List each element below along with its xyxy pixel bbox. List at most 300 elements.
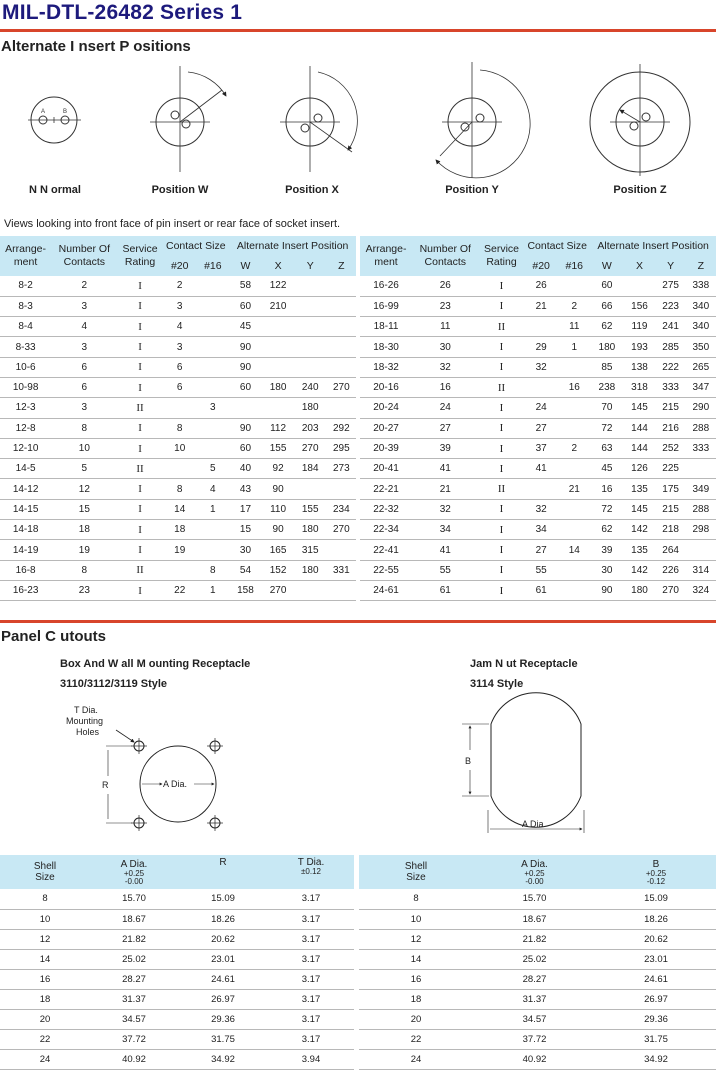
table-cell: 8 bbox=[197, 560, 229, 580]
table-cell: 16-26 bbox=[360, 276, 411, 296]
table-cell: 12-8 bbox=[0, 418, 51, 438]
header-r: R bbox=[178, 855, 268, 889]
table-cell: 20-39 bbox=[360, 438, 411, 458]
table-cell: 8-2 bbox=[0, 276, 51, 296]
table-cell: 27 bbox=[524, 540, 558, 560]
normal-position-diagram bbox=[28, 97, 81, 143]
table-cell: 8 bbox=[51, 418, 117, 438]
table-cell: 12-3 bbox=[0, 398, 51, 418]
table-cell: 18-32 bbox=[360, 357, 411, 377]
table-cell: II bbox=[479, 317, 524, 337]
table-cell: 21 bbox=[558, 479, 590, 499]
table-cell: 60 bbox=[229, 377, 262, 397]
table-cell: 37 bbox=[524, 438, 558, 458]
table-cell: 10-6 bbox=[0, 357, 51, 377]
table-cell: I bbox=[479, 520, 524, 540]
header-z: Z bbox=[686, 256, 716, 276]
table-cell: 16-8 bbox=[0, 560, 51, 580]
table-cell: 23 bbox=[51, 580, 117, 600]
header-size-16: #16 bbox=[197, 256, 229, 276]
table-cell: 112 bbox=[262, 418, 294, 438]
table-cell bbox=[197, 357, 229, 377]
table-cell: 16-23 bbox=[0, 580, 51, 600]
table-cell bbox=[686, 540, 716, 560]
table-cell: 8-4 bbox=[0, 317, 51, 337]
table-cell: 45 bbox=[590, 459, 623, 479]
box-mount-cutout-diagram bbox=[50, 700, 250, 840]
table-cell: 28.27 bbox=[90, 969, 178, 989]
table-cell bbox=[524, 479, 558, 499]
table-cell: I bbox=[117, 377, 162, 397]
table-cell: 180 bbox=[294, 560, 326, 580]
table-cell: 1 bbox=[558, 337, 590, 357]
header-contact-size: Contact Size bbox=[524, 236, 590, 256]
header-x: X bbox=[262, 256, 294, 276]
table-cell: 72 bbox=[590, 499, 623, 519]
table-cell: 22-21 bbox=[360, 479, 411, 499]
table-cell: 63 bbox=[590, 438, 623, 458]
table-cell: 12-10 bbox=[0, 438, 51, 458]
table-cell: 2 bbox=[163, 276, 197, 296]
table-cell: 218 bbox=[656, 520, 686, 540]
table-cell: 20-41 bbox=[360, 459, 411, 479]
table-cell: I bbox=[117, 337, 162, 357]
table-cell: II bbox=[117, 398, 162, 418]
table-cell: 3 bbox=[51, 398, 117, 418]
table-cell: 32 bbox=[412, 499, 479, 519]
table-cell: 32 bbox=[524, 499, 558, 519]
table-cell bbox=[326, 580, 356, 600]
table-cell: 349 bbox=[686, 479, 716, 499]
view-note: Views looking into front face of pin insert or rear face of socket insert. bbox=[4, 218, 341, 230]
table-cell: 32 bbox=[524, 357, 558, 377]
table-cell: 15.09 bbox=[596, 889, 716, 909]
table-cell: 14 bbox=[359, 949, 473, 969]
table-cell: 14-18 bbox=[0, 520, 51, 540]
table-cell bbox=[326, 357, 356, 377]
table-cell: 25.02 bbox=[90, 949, 178, 969]
table-cell: 8 bbox=[163, 418, 197, 438]
table-cell: 39 bbox=[590, 540, 623, 560]
box-mount-shell-body bbox=[0, 889, 354, 1070]
table-cell: 145 bbox=[623, 398, 655, 418]
table-cell: 8 bbox=[0, 889, 90, 909]
header-shell-size: Shell Size bbox=[0, 855, 90, 889]
table-cell: 40.92 bbox=[90, 1050, 178, 1070]
table-cell: 92 bbox=[262, 459, 294, 479]
jam-nut-shell-body bbox=[359, 889, 716, 1070]
table-cell: 8 bbox=[51, 560, 117, 580]
table-row bbox=[0, 296, 716, 316]
table-cell: 155 bbox=[294, 499, 326, 519]
table-cell bbox=[294, 296, 326, 316]
table-cell: 37.72 bbox=[90, 1030, 178, 1050]
table-cell: 3.17 bbox=[268, 989, 354, 1009]
table-cell: 238 bbox=[590, 377, 623, 397]
table-cell: 264 bbox=[656, 540, 686, 560]
table-cell: 12 bbox=[51, 479, 117, 499]
table-cell: 8-33 bbox=[0, 337, 51, 357]
table-cell: 15.09 bbox=[178, 889, 268, 909]
table-row bbox=[0, 337, 716, 357]
table-cell: 21.82 bbox=[473, 929, 596, 949]
table-cell: 119 bbox=[623, 317, 655, 337]
table-row bbox=[0, 989, 354, 1009]
header-rating: Service Rating bbox=[117, 236, 162, 276]
table-cell: 203 bbox=[294, 418, 326, 438]
left-heading-line1: Box And W all M ounting Receptacle bbox=[60, 658, 251, 670]
table-cell: 14-19 bbox=[0, 540, 51, 560]
table-cell: 6 bbox=[51, 357, 117, 377]
table-cell: 90 bbox=[229, 357, 262, 377]
table-cell: 270 bbox=[294, 438, 326, 458]
table-cell bbox=[197, 418, 229, 438]
table-cell: 22-34 bbox=[360, 520, 411, 540]
table-cell: 20 bbox=[359, 1010, 473, 1030]
table-cell bbox=[326, 479, 356, 499]
table-cell bbox=[326, 337, 356, 357]
table-cell: I bbox=[117, 499, 162, 519]
table-cell: 12 bbox=[0, 929, 90, 949]
table-cell: 340 bbox=[686, 317, 716, 337]
table-cell: 347 bbox=[686, 377, 716, 397]
table-cell bbox=[197, 438, 229, 458]
header-size-20: #20 bbox=[524, 256, 558, 276]
table-cell bbox=[163, 398, 197, 418]
header-y: Y bbox=[656, 256, 686, 276]
table-cell: 30 bbox=[412, 337, 479, 357]
table-cell: I bbox=[479, 438, 524, 458]
table-cell: 3.17 bbox=[268, 1030, 354, 1050]
table-cell bbox=[623, 276, 655, 296]
table-cell bbox=[163, 459, 197, 479]
normal-letter-b: B bbox=[63, 109, 68, 115]
table-cell: 31.37 bbox=[90, 989, 178, 1009]
table-cell: I bbox=[479, 418, 524, 438]
header-w: W bbox=[590, 256, 623, 276]
table-row bbox=[0, 889, 354, 909]
table-cell: 3 bbox=[197, 398, 229, 418]
normal-letter-a: A bbox=[41, 109, 46, 115]
header-arrangement: Arrange- ment bbox=[0, 236, 51, 276]
header-alt-position: Alternate Insert Position bbox=[590, 236, 716, 256]
table-cell: I bbox=[479, 337, 524, 357]
table-cell: 8-3 bbox=[0, 296, 51, 316]
table-cell: 270 bbox=[262, 580, 294, 600]
table-cell bbox=[262, 317, 294, 337]
table-cell: 20-16 bbox=[360, 377, 411, 397]
table-row bbox=[0, 1030, 354, 1050]
table-cell: 2 bbox=[558, 438, 590, 458]
table-cell: 180 bbox=[623, 580, 655, 600]
table-cell: 135 bbox=[623, 540, 655, 560]
table-cell: 24.61 bbox=[178, 969, 268, 989]
table-cell: 333 bbox=[656, 377, 686, 397]
table-cell: 144 bbox=[623, 438, 655, 458]
table-cell: 138 bbox=[623, 357, 655, 377]
table-cell: 3.17 bbox=[268, 909, 354, 929]
table-cell: 222 bbox=[656, 357, 686, 377]
table-cell bbox=[197, 296, 229, 316]
table-cell: 18.26 bbox=[178, 909, 268, 929]
arrangement-table-body bbox=[0, 276, 716, 601]
table-cell: 226 bbox=[656, 560, 686, 580]
table-cell: 30 bbox=[229, 540, 262, 560]
header-a-dia: A Dia. +0.25 -0.00 bbox=[90, 855, 178, 889]
table-cell: 145 bbox=[623, 499, 655, 519]
table-cell: 292 bbox=[326, 418, 356, 438]
table-cell: 10 bbox=[0, 909, 90, 929]
table-cell: 22 bbox=[0, 1030, 90, 1050]
table-cell: 6 bbox=[51, 377, 117, 397]
table-cell: 62 bbox=[590, 520, 623, 540]
table-cell: 180 bbox=[590, 337, 623, 357]
table-cell: 29.36 bbox=[178, 1010, 268, 1030]
table-cell: 288 bbox=[686, 499, 716, 519]
position-label-z: Position Z bbox=[613, 184, 667, 196]
table-cell: I bbox=[479, 499, 524, 519]
table-cell: I bbox=[479, 296, 524, 316]
table-cell: 30 bbox=[590, 560, 623, 580]
table-cell: 23 bbox=[412, 296, 479, 316]
table-cell: 37.72 bbox=[473, 1030, 596, 1050]
table-cell: 22 bbox=[359, 1030, 473, 1050]
table-cell: 24 bbox=[524, 398, 558, 418]
table-cell: 3.17 bbox=[268, 1010, 354, 1030]
table-cell: 15 bbox=[51, 499, 117, 519]
table-cell: 29.36 bbox=[596, 1010, 716, 1030]
table-cell: 31.75 bbox=[596, 1030, 716, 1050]
table-cell bbox=[229, 398, 262, 418]
table-cell: 290 bbox=[686, 398, 716, 418]
table-row bbox=[0, 438, 716, 458]
table-cell: 288 bbox=[686, 418, 716, 438]
table-cell: 85 bbox=[590, 357, 623, 377]
table-cell: 41 bbox=[524, 459, 558, 479]
table-cell bbox=[197, 337, 229, 357]
table-cell: 6 bbox=[163, 377, 197, 397]
table-cell bbox=[326, 296, 356, 316]
jam-nut-shell-table bbox=[359, 855, 716, 1070]
table-cell: 142 bbox=[623, 520, 655, 540]
table-cell: 29 bbox=[524, 337, 558, 357]
table-cell bbox=[197, 317, 229, 337]
table-cell: 15.70 bbox=[90, 889, 178, 909]
table-row bbox=[0, 418, 716, 438]
table-row bbox=[0, 377, 716, 397]
table-cell: I bbox=[479, 580, 524, 600]
table-row bbox=[359, 949, 716, 969]
table-cell: 18 bbox=[0, 989, 90, 1009]
table-cell: 275 bbox=[656, 276, 686, 296]
table-cell: 16 bbox=[359, 969, 473, 989]
table-cell bbox=[524, 377, 558, 397]
table-cell: I bbox=[479, 540, 524, 560]
table-cell: 4 bbox=[163, 317, 197, 337]
table-cell: 32 bbox=[412, 357, 479, 377]
table-row bbox=[359, 909, 716, 929]
arrangement-table bbox=[0, 236, 716, 601]
header-w: W bbox=[229, 256, 262, 276]
table-cell bbox=[558, 357, 590, 377]
table-cell: 16 bbox=[0, 969, 90, 989]
table-cell bbox=[197, 520, 229, 540]
page-title: MIL-DTL-26482 Series 1 bbox=[2, 1, 243, 24]
table-row bbox=[359, 989, 716, 1009]
table-cell: 15.70 bbox=[473, 889, 596, 909]
table-cell: 3.17 bbox=[268, 929, 354, 949]
header-shell-size: Shell Size bbox=[359, 855, 473, 889]
table-cell: 26 bbox=[524, 276, 558, 296]
table-cell: I bbox=[479, 398, 524, 418]
header-rating: Service Rating bbox=[479, 236, 524, 276]
table-cell: 122 bbox=[262, 276, 294, 296]
table-cell: 90 bbox=[229, 337, 262, 357]
header-arrangement: Arrange- ment bbox=[360, 236, 411, 276]
table-cell: 41 bbox=[412, 459, 479, 479]
table-cell: 26 bbox=[412, 276, 479, 296]
table-cell bbox=[262, 398, 294, 418]
table-cell: 16-99 bbox=[360, 296, 411, 316]
table-cell: 14-5 bbox=[0, 459, 51, 479]
table-cell: 338 bbox=[686, 276, 716, 296]
table-cell bbox=[294, 337, 326, 357]
header-contact-size: Contact Size bbox=[163, 236, 229, 256]
table-cell bbox=[558, 499, 590, 519]
table-cell: 126 bbox=[623, 459, 655, 479]
table-cell: 72 bbox=[590, 418, 623, 438]
table-cell: 70 bbox=[590, 398, 623, 418]
header-z: Z bbox=[326, 256, 356, 276]
table-cell: 34 bbox=[524, 520, 558, 540]
table-cell: 180 bbox=[262, 377, 294, 397]
table-cell: 14-15 bbox=[0, 499, 51, 519]
table-cell: 16 bbox=[558, 377, 590, 397]
table-cell: 18-11 bbox=[360, 317, 411, 337]
table-cell bbox=[294, 317, 326, 337]
position-label-x: Position X bbox=[285, 184, 339, 196]
table-cell: 5 bbox=[197, 459, 229, 479]
table-cell: 16 bbox=[412, 377, 479, 397]
table-cell bbox=[558, 580, 590, 600]
table-cell: 210 bbox=[262, 296, 294, 316]
position-label-y: Position Y bbox=[445, 184, 499, 196]
table-cell: 110 bbox=[262, 499, 294, 519]
table-cell: 39 bbox=[412, 438, 479, 458]
table-cell: 5 bbox=[51, 459, 117, 479]
table-cell: 18.26 bbox=[596, 909, 716, 929]
table-cell: 225 bbox=[656, 459, 686, 479]
table-cell: 241 bbox=[656, 317, 686, 337]
table-cell: 4 bbox=[197, 479, 229, 499]
table-cell: 8 bbox=[359, 889, 473, 909]
table-cell: 18.67 bbox=[473, 909, 596, 929]
table-cell: 1 bbox=[197, 499, 229, 519]
table-row bbox=[359, 1030, 716, 1050]
table-cell: II bbox=[117, 560, 162, 580]
table-row bbox=[0, 398, 716, 418]
jam-nut-cutout-diagram bbox=[460, 710, 600, 840]
table-cell: 223 bbox=[656, 296, 686, 316]
header-alt-position: Alternate Insert Position bbox=[229, 236, 357, 256]
header-y: Y bbox=[294, 256, 326, 276]
table-cell: 19 bbox=[51, 540, 117, 560]
header-size-16: #16 bbox=[558, 256, 590, 276]
table-cell: 90 bbox=[590, 580, 623, 600]
table-cell: II bbox=[479, 479, 524, 499]
table-cell: 324 bbox=[686, 580, 716, 600]
table-cell: 25.02 bbox=[473, 949, 596, 969]
table-cell: 24 bbox=[359, 1050, 473, 1070]
table-cell: 27 bbox=[412, 418, 479, 438]
table-cell: I bbox=[479, 560, 524, 580]
table-row bbox=[359, 1050, 716, 1070]
table-cell bbox=[326, 317, 356, 337]
table-cell: I bbox=[117, 296, 162, 316]
table-cell: 155 bbox=[262, 438, 294, 458]
table-row bbox=[0, 276, 716, 296]
table-cell: 22-55 bbox=[360, 560, 411, 580]
table-cell: 21 bbox=[412, 479, 479, 499]
table-cell: 3.17 bbox=[268, 969, 354, 989]
table-cell: 4 bbox=[51, 317, 117, 337]
table-cell bbox=[197, 377, 229, 397]
table-cell bbox=[326, 540, 356, 560]
position-w-diagram bbox=[150, 66, 226, 172]
table-cell: 273 bbox=[326, 459, 356, 479]
table-cell: II bbox=[117, 459, 162, 479]
table-cell: 21.82 bbox=[90, 929, 178, 949]
table-cell: 61 bbox=[412, 580, 479, 600]
table-cell: 26.97 bbox=[596, 989, 716, 1009]
table-cell: 20-24 bbox=[360, 398, 411, 418]
right-heading-line2: 3114 Style bbox=[470, 678, 524, 690]
table-cell: 2 bbox=[558, 296, 590, 316]
table-row bbox=[0, 1050, 354, 1070]
table-cell bbox=[558, 418, 590, 438]
table-row bbox=[359, 969, 716, 989]
table-cell: 350 bbox=[686, 337, 716, 357]
table-cell: 31.75 bbox=[178, 1030, 268, 1050]
table-cell: 165 bbox=[262, 540, 294, 560]
table-cell: 24-61 bbox=[360, 580, 411, 600]
table-cell: 90 bbox=[262, 479, 294, 499]
table-cell: 20-27 bbox=[360, 418, 411, 438]
header-contacts: Number Of Contacts bbox=[412, 236, 479, 276]
a-dia-label-left: A Dia. bbox=[163, 779, 188, 789]
table-row bbox=[0, 929, 354, 949]
table-cell: 18 bbox=[163, 520, 197, 540]
table-cell: 152 bbox=[262, 560, 294, 580]
table-cell: 23.01 bbox=[178, 949, 268, 969]
table-row bbox=[0, 580, 716, 600]
header-contacts: Number Of Contacts bbox=[51, 236, 117, 276]
a-dia-label-right: A Dia. bbox=[522, 819, 547, 829]
table-cell bbox=[294, 479, 326, 499]
table-cell: 3 bbox=[51, 296, 117, 316]
table-cell: 270 bbox=[656, 580, 686, 600]
table-cell bbox=[326, 276, 356, 296]
table-cell: 3 bbox=[163, 337, 197, 357]
table-cell: 24 bbox=[412, 398, 479, 418]
table-cell bbox=[558, 459, 590, 479]
table-cell: 18 bbox=[359, 989, 473, 1009]
table-cell bbox=[558, 520, 590, 540]
table-cell: I bbox=[117, 540, 162, 560]
table-cell: 21 bbox=[524, 296, 558, 316]
table-cell: 14 bbox=[0, 949, 90, 969]
table-cell: 252 bbox=[656, 438, 686, 458]
